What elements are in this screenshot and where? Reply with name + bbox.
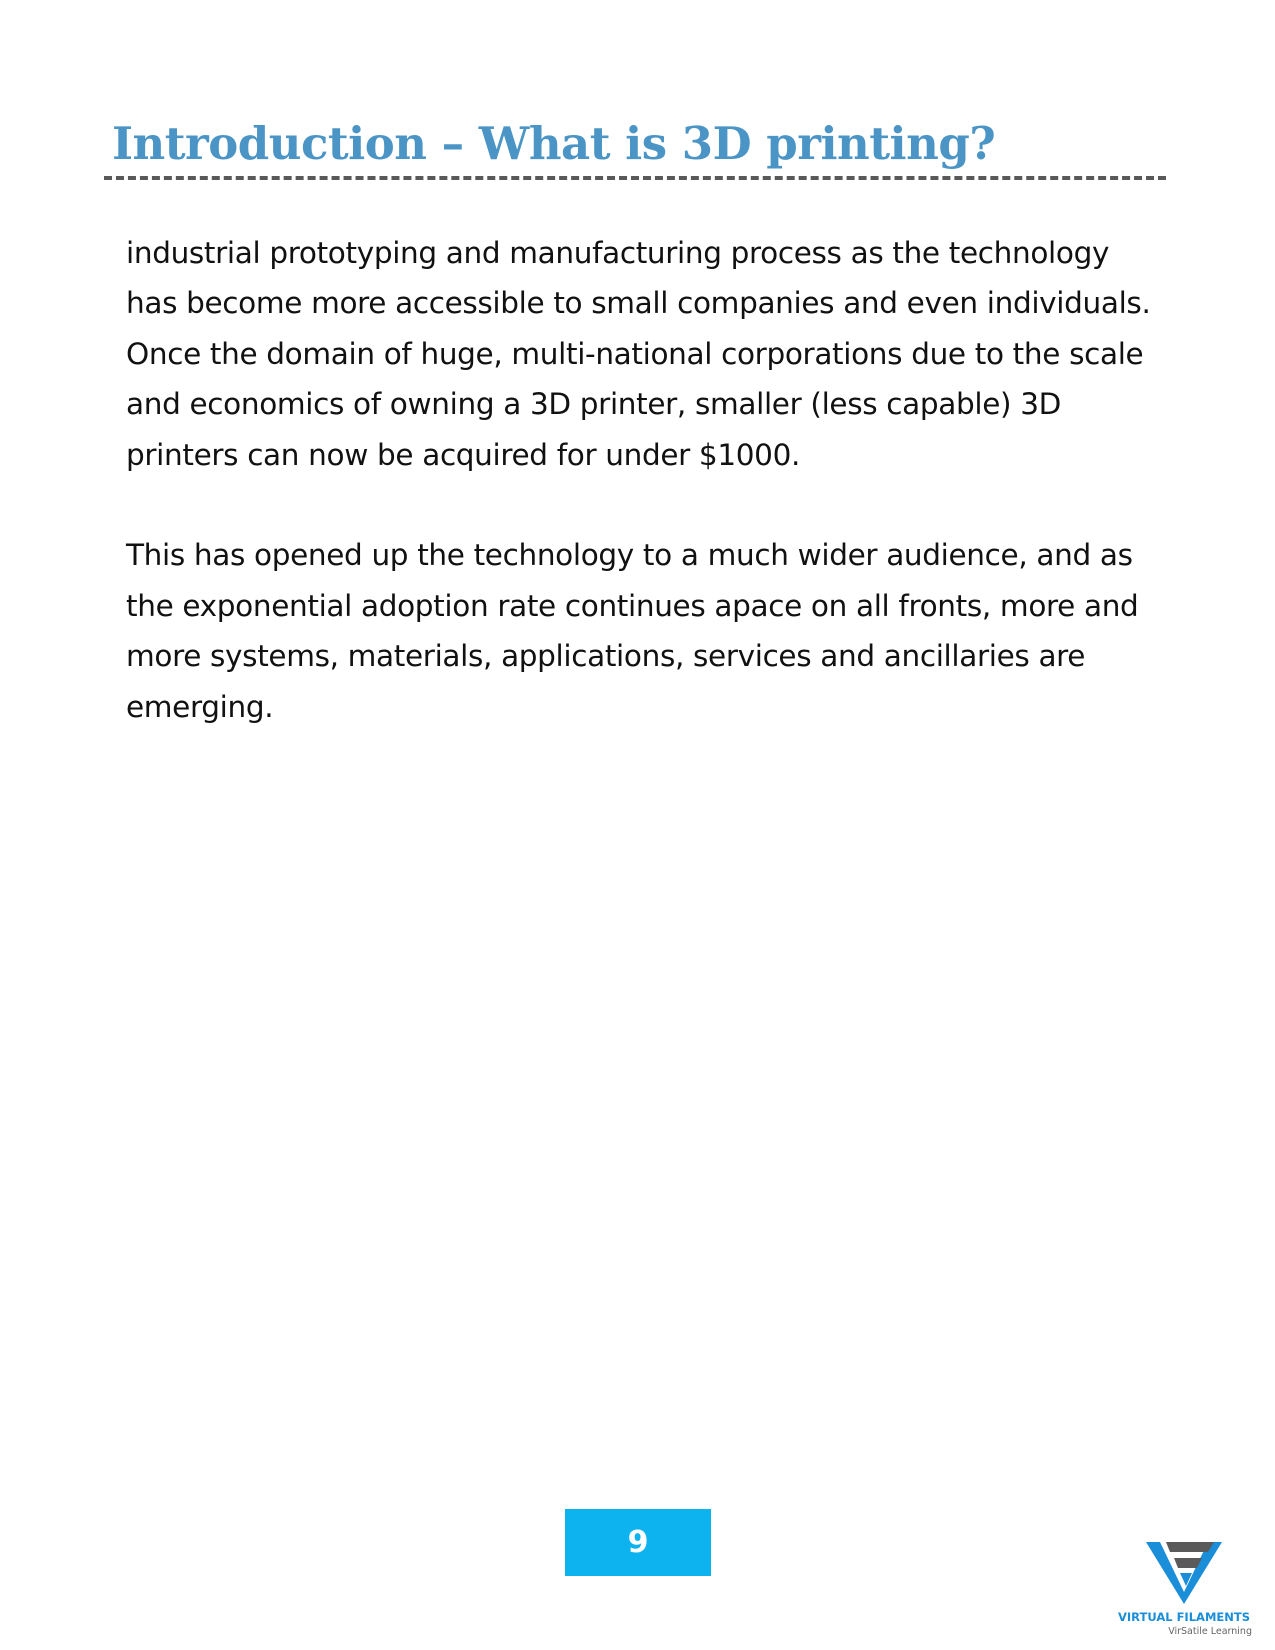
- body-text: [126, 228, 1166, 732]
- logo-tagline: VirSatile Learning: [1168, 1626, 1252, 1637]
- brand-logo: [1110, 1540, 1260, 1640]
- page-heading: Introduction – What is 3D printing?: [112, 117, 996, 170]
- paragraph-1: industrial prototyping and manufacturing process as the technology has become more accessible to small companies and even individuals. Once the domain of huge, multi-national corporations due to the scale and economics of owning a 3D printer, smaller (less capable) 3D printers can now be acquired for under $1000.: [126, 236, 1151, 472]
- virtual-filaments-logo-icon: [1144, 1540, 1224, 1606]
- paragraph-2: This has opened up the technology to a much wider audience, and as the exponential adoption rate continues apace on all fronts, more and more systems, materials, applications, services and ancillaries are emerging.: [126, 538, 1139, 724]
- page-number-badge: 9: [565, 1509, 711, 1576]
- logo-name: VIRTUAL FILAMENTS: [1118, 1610, 1250, 1624]
- heading-dashed-divider: [104, 176, 1166, 180]
